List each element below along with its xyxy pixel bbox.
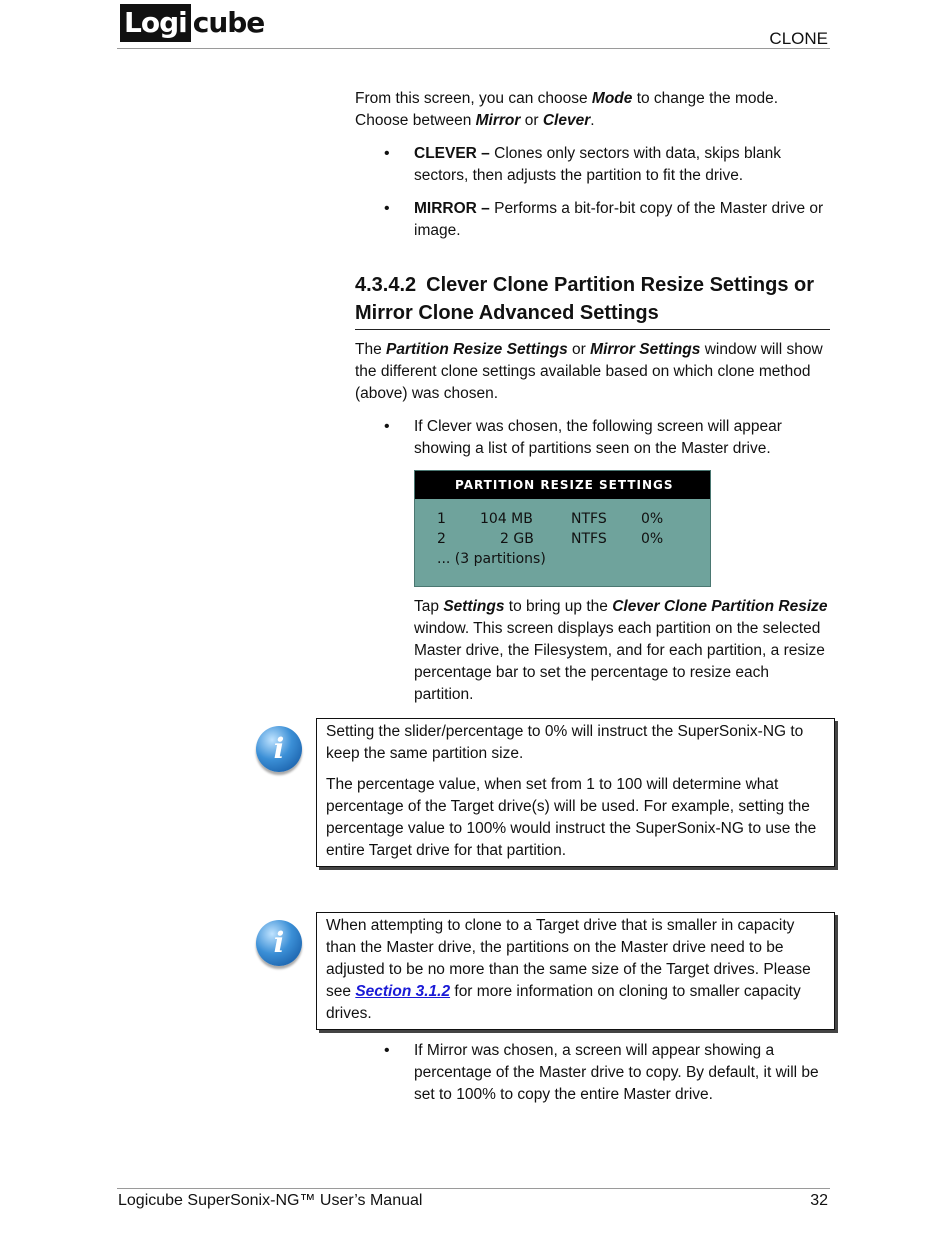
intro-text: to change the mode. Choose between: [355, 90, 779, 129]
bullet-term: CLEVER –: [414, 145, 490, 162]
info-icon: i: [256, 726, 302, 772]
bullet-marker: •: [384, 145, 390, 162]
partition-filesystem: NTFS: [571, 531, 607, 547]
partition-list: [415, 499, 710, 569]
list-item-if-clever: [384, 416, 828, 460]
clever-clone-partition-resize-term: Clever Clone Partition Resize: [612, 598, 828, 615]
partition-resize-settings-screenshot: [414, 470, 711, 587]
list-item-clever: [384, 143, 828, 187]
intro-text: From this screen, you can choose: [355, 90, 592, 107]
logo-dark-part: Logi: [120, 4, 191, 42]
paragraph-text: window will show the different clone settings available based on which clone method (above) was chosen.: [355, 341, 823, 402]
section-3-1-2-link[interactable]: Section 3.1.2: [355, 983, 451, 1000]
partition-size: 104 MB: [480, 511, 533, 527]
header-divider: [117, 48, 830, 49]
partition-resize-settings-term: Partition Resize Settings: [386, 341, 568, 358]
bullet-text: If Mirror was chosen, a screen will appear showing a percentage of the Master drive to copy. By default, it will be set to 100% to copy the entire Master drive.: [414, 1042, 819, 1103]
clever-term: Clever: [542, 112, 591, 129]
list-item-if-mirror: [384, 1040, 828, 1106]
bullet-text: Performs a bit-for-bit copy of the Master drive or image.: [414, 200, 824, 239]
footer-divider: [117, 1188, 830, 1189]
partition-filesystem: NTFS: [571, 511, 607, 527]
partition-count: ... (3 partitions): [437, 551, 546, 567]
bullet-marker: •: [384, 1042, 390, 1059]
mirror-settings-term: Mirror Settings: [590, 341, 701, 358]
bullet-term: MIRROR –: [414, 200, 490, 217]
partition-percentage: 0%: [641, 531, 664, 547]
mode-term: Mode: [591, 90, 633, 107]
partition-number: 2: [437, 531, 446, 547]
info-note-smaller-target: [316, 912, 835, 1030]
bullet-text: If Clever was chosen, the following screen will appear showing a list of partitions seen on the Master drive.: [414, 418, 782, 457]
intro-text: or: [520, 112, 543, 129]
note-text: for more information on cloning to smaller capacity drives.: [326, 983, 801, 1022]
header-section-title: CLONE: [769, 29, 828, 48]
section-title: Clever Clone Partition Resize Settings or Mirror Clone Advanced Settings: [355, 274, 815, 324]
partition-number: 1: [437, 511, 446, 527]
bullet-marker: •: [384, 418, 390, 435]
partition-row: [415, 509, 710, 529]
paragraph-text: or: [567, 341, 591, 358]
logo-light-part: cube: [192, 6, 265, 39]
screen-title: PARTITION RESIZE SETTINGS: [415, 471, 710, 499]
footer-page-number: 32: [810, 1192, 828, 1209]
mirror-term: Mirror: [475, 112, 521, 129]
note-paragraph: The percentage value, when set from 1 to 100 will determine what percentage of the Target drive(s) will be used. For example, setting the percentage value to 100% would instruct the SuperSonix-NG to use the entire Target drive for that partition.: [326, 776, 817, 859]
intro-paragraph: [355, 88, 830, 132]
note-paragraph: Setting the slider/percentage to 0% will instruct the SuperSonix-NG to keep the same partition size.: [326, 723, 804, 762]
info-icon: i: [256, 920, 302, 966]
footer-manual-title: Logicube SuperSonix-NG™ User’s Manual: [118, 1192, 423, 1209]
partition-size: 2 GB: [500, 531, 534, 547]
section-heading: [355, 271, 830, 330]
tap-settings-paragraph: [414, 596, 828, 706]
paragraph-text: Tap: [414, 598, 444, 615]
section-number: 4.3.4.2: [355, 274, 417, 296]
partition-row-more: [415, 549, 710, 569]
partition-percentage: 0%: [641, 511, 664, 527]
info-note-slider: [316, 718, 835, 867]
partition-row: [415, 529, 710, 549]
paragraph-text: window. This screen displays each partition on the selected Master drive, the Filesystem, and for each partition, a resize percentage bar to set the percentage to resize each partition.: [414, 620, 825, 703]
note-paragraph: [326, 915, 826, 1025]
list-item-mirror: [384, 198, 828, 242]
paragraph-text: The: [355, 341, 387, 358]
bullet-marker: •: [384, 200, 390, 217]
settings-term: Settings: [443, 598, 505, 615]
logicube-logo: [120, 4, 264, 42]
paragraph-text: to bring up the: [504, 598, 613, 615]
bullet-text: Clones only sectors with data, skips blank sectors, then adjusts the partition to fit the drive.: [414, 145, 782, 184]
note-text: When attempting to clone to a Target drive that is smaller in capacity than the Master drive, the partitions on the Master drive need to be adjusted to be no more than the same size of the Target drives. Please see: [326, 917, 811, 1000]
settings-paragraph: [355, 339, 830, 405]
intro-text: .: [590, 112, 595, 129]
